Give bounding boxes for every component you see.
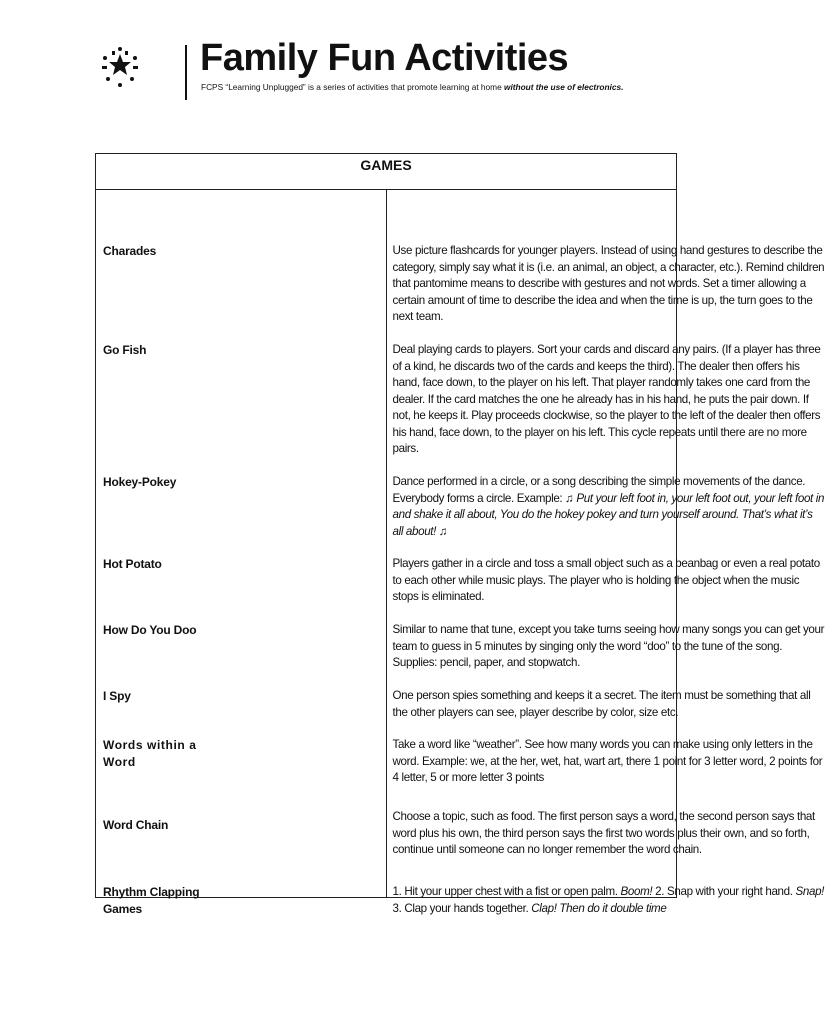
game-name-go-fish: Go Fish <box>103 343 147 357</box>
page-subtitle <box>201 81 623 93</box>
game-name-word-chain: Word Chain <box>103 818 169 832</box>
games-heading-text: GAMES <box>360 157 412 173</box>
game-desc-go-fish: Deal playing cards to players. Sort your cards and discard any pairs. (If a player has three of a kind, he discards two of the cards and keeps the third). The dealer then offers his hand, face down, to the player on his left. That player randomly takes one card from the dealer. If the card matches the one he already has in his hand, he puts the pair down. If not, he keeps it. Play proceeds clockwise, so the player to the left of the dealer then offers his hand, face down, to the player on his left. This cycle repeats until there are no more pairs. <box>392 343 821 455</box>
rhythm-part: Boom! <box>620 885 653 898</box>
games-table-heading <box>96 154 677 190</box>
rhythm-part: 3. Clap your hands together. <box>392 901 532 915</box>
game-desc-charades: Use picture flashcards for younger players. Instead of using hand gestures to describe the category, simply say what it is (i.e. an animal, an object, a character, etc.). Remind children that pantomime means to describe with gestures and not words. Set a timer allowing a certain amount of time to describe the idea and when the time is up, the turn goes to the next team. <box>392 244 825 323</box>
game-desc-hot-potato: Players gather in a circle and toss a small object such as a beanbag or even a real potato to each other while music plays. The player who is holding the object when the music stops is eliminated. <box>392 557 820 603</box>
game-name-charades: Charades <box>103 244 157 258</box>
game-description-column <box>386 190 825 915</box>
subtitle-emphasis: without the use of electronics. <box>504 82 624 92</box>
hokey-pokey-lyrics: ♫ Put your left foot in, your left foot out, your left foot in and shake it all about, You do the hokey pokey and turn yourself around. That’s what it’s all about! ♫ <box>392 491 825 538</box>
game-name-i-spy: I Spy <box>103 689 131 703</box>
game-desc-i-spy: One person spies something and keeps it a secret. The item must be something that all the other players can see, player describe by color, size etc. <box>392 689 811 719</box>
rhythm-part: 2. Snap with your right hand. <box>652 885 796 898</box>
game-name-hokey-pokey: Hokey-Pokey <box>103 475 177 489</box>
game-desc-hokey-pokey <box>393 474 825 540</box>
hokey-pokey-desc-text: Dance performed in a circle, or a song describing the simple movements of the dance. Everybody forms a circle. Example: <box>392 475 806 505</box>
game-name-column <box>96 190 387 916</box>
rhythm-part: 1. Hit your upper chest with a fist or open palm. <box>392 885 621 898</box>
rhythm-part: Snap! <box>795 885 825 898</box>
header-divider <box>185 45 187 100</box>
subtitle-text: FCPS “Learning Unplugged” is a series of activities that promote learning at home <box>201 82 504 92</box>
game-desc-word-chain: Choose a topic, such as food. The first person says a word, the second person says that word plus his own, the third person says the first two words plus their own, and so forth, continue until someone can no longer remember the word chain. <box>392 810 815 856</box>
game-desc-words-within-a-word: Take a word like “weather”. See how many words you can make using only letters in the word. Example: we, at the her, wet, hat, wart art, there 1 point for 3 letter word, 2 points for 4 letter, 5 or more letter 3 points <box>392 738 823 784</box>
game-name-hot-potato: Hot Potato <box>103 557 162 571</box>
game-desc-rhythm-clapping-games <box>393 884 825 917</box>
game-name-how-do-you-doo: How Do You Doo <box>103 623 197 637</box>
game-desc-how-do-you-doo: Similar to name that tune, except you take turns seeing how many songs you can get your team to guess in 5 minutes by singing only the word “doo” to the tune of the song. Supplies: pencil, paper, and stopwatch. <box>392 623 825 669</box>
rhythm-part: Clap! Then do it double time <box>531 901 667 915</box>
games-table <box>95 153 825 916</box>
game-name-words-within-a-word: Words within a Word <box>103 738 197 769</box>
snowflake-star-icon <box>100 46 140 88</box>
game-name-rhythm-clapping-games: Rhythm Clapping Games <box>103 885 200 916</box>
page-title: Family Fun Activities <box>200 37 569 79</box>
